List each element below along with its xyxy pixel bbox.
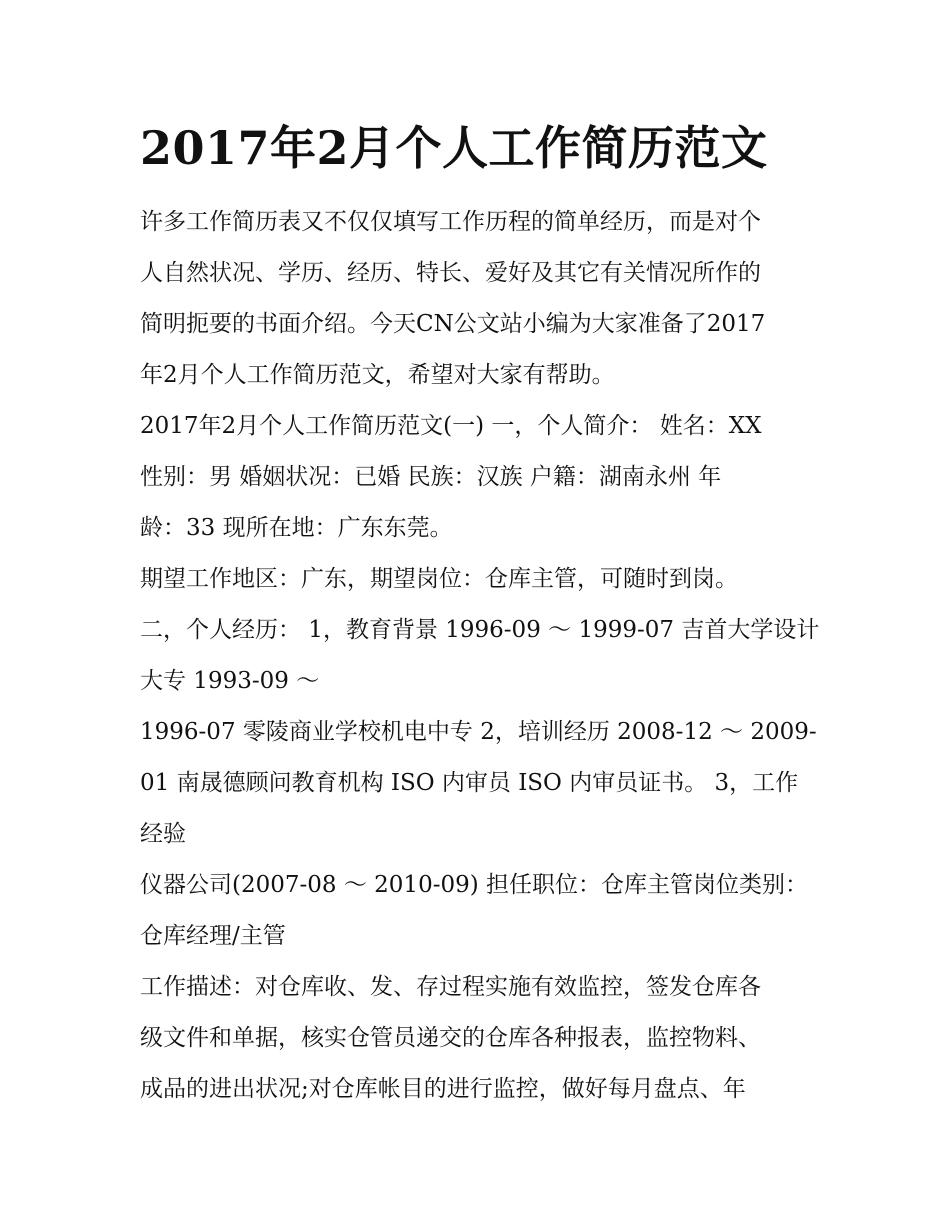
- body-line: 工作描述：对仓库收、发、存过程实施有效监控，签发仓库各: [140, 974, 761, 1000]
- body-line: 许多工作简历表又不仅仅填写工作历程的简单经历，而是对个: [140, 209, 761, 235]
- body-line: 级文件和单据，核实仓管员递交的仓库各种报表，监控物料、: [140, 1025, 761, 1051]
- body-line: 仪器公司(2007-08 ～ 2010-09) 担任职位：仓库主管岗位类别：: [140, 872, 809, 898]
- body-line: 龄：33 现所在地：广东东莞。: [140, 515, 453, 541]
- document-body: [140, 197, 830, 1115]
- body-line: 期望工作地区：广东，期望岗位：仓库主管，可随时到岗。: [140, 566, 738, 592]
- body-line: 性别：男 婚姻状况：已婚 民族：汉族 户籍：湖南永州 年: [140, 464, 722, 490]
- body-line: 1996-07 零陵商业学校机电中专 2，培训经历 2008-12 ～ 2009-: [140, 719, 817, 745]
- document-title: 2017年2月个人工作简历范文: [140, 121, 768, 175]
- body-line: 简明扼要的书面介绍。今天CN公文站小编为大家准备了2017: [140, 311, 766, 337]
- body-line: 01 南晟德顾问教育机构 ISO 内审员 ISO 内审员证书。 3，工作: [140, 770, 799, 796]
- body-line: 成品的进出状况;对仓库帐目的进行监控，做好每月盘点、年: [140, 1076, 746, 1102]
- body-line: 仓库经理/主管: [140, 923, 286, 949]
- body-line: 二，个人经历： 1，教育背景 1996-09 ～ 1999-07 吉首大学设计: [140, 617, 820, 643]
- body-line: 年2月个人工作简历范文，希望对大家有帮助。: [140, 362, 615, 388]
- body-line: 2017年2月个人工作简历范文(一) 一，个人简介： 姓名：XX: [140, 413, 762, 439]
- body-line: 大专 1993-09 ～: [140, 668, 320, 694]
- body-line: 经验: [140, 821, 186, 847]
- body-line: 人自然状况、学历、经历、特长、爱好及其它有关情况所作的: [140, 260, 761, 286]
